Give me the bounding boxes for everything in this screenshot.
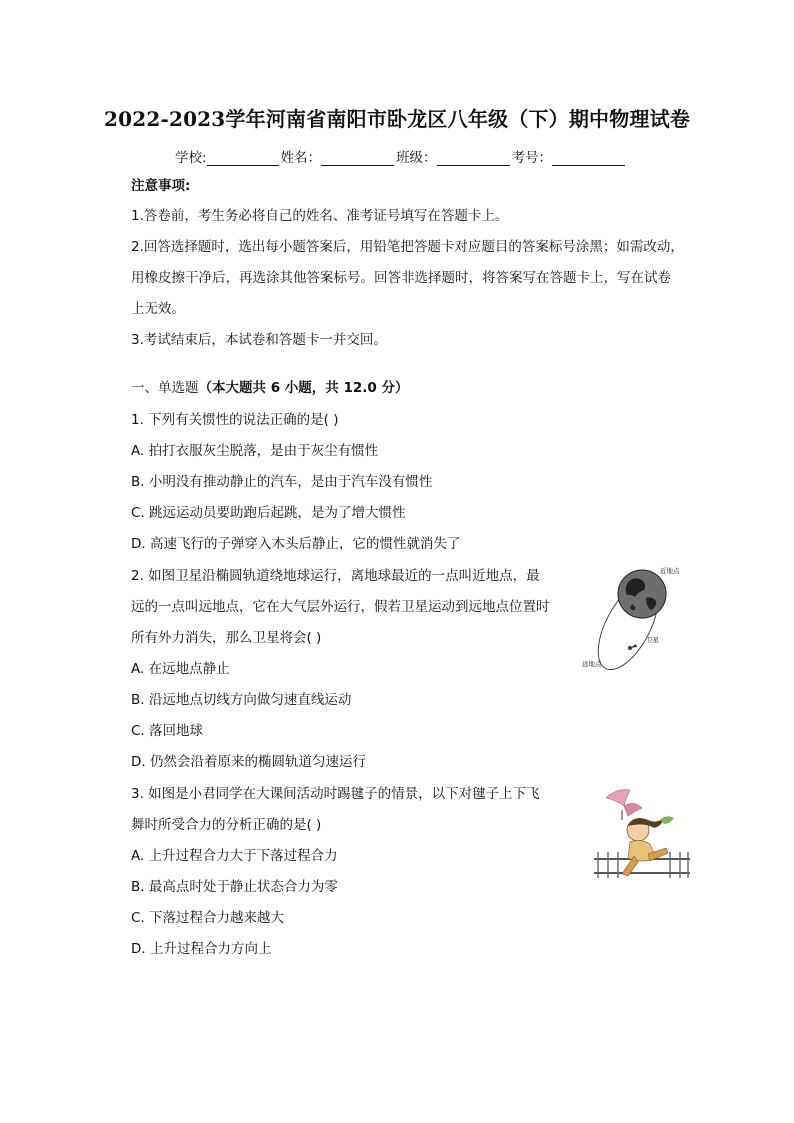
q2-option-c: C. 落回地球 <box>131 723 204 739</box>
near-point-label: 近地点 <box>660 567 680 575</box>
q1-stem: 1. 下列有关惯性的说法正确的是( ) <box>131 412 339 428</box>
earth-globe <box>618 570 666 618</box>
exam-no-label: 考号： <box>511 150 553 166</box>
student-info-line <box>175 146 655 166</box>
q2-option-d: D. 仍然会沿着原来的椭圆轨道匀速运行 <box>131 754 366 770</box>
far-point-label: 远地点 <box>582 660 602 668</box>
q3-option-c: C. 下落过程合力越来越大 <box>131 910 285 926</box>
notice-item-2-line-1: 2.回答选择题时，选出每小题答案后，用铅笔把答题卡对应题目的答案标号涂黑；如需改动， <box>131 239 684 255</box>
school-label: 学校: <box>175 150 207 166</box>
notice-item-1: 1.答卷前，考生务必将自己的姓名、准考证号填写在答题卡上。 <box>131 208 509 224</box>
satellite-orbit-figure <box>580 564 690 670</box>
exam-no-blank <box>552 150 625 166</box>
section-detail: （本大题共 6 小题，共 12.0 分） <box>198 380 409 396</box>
notice-item-2-line-2: 用橡皮擦干净后，再选涂其他答案标号。回答非选择题时，将答案写在答题卡上，写在试卷 <box>131 270 671 286</box>
notice-item-2-line-3: 上无效。 <box>131 301 185 317</box>
name-label: 姓名： <box>280 150 322 166</box>
name-blank <box>321 150 394 166</box>
q3-option-d: D. 上升过程合力方向上 <box>131 941 272 957</box>
q3-stem-line-1: 3. 如图是小君同学在大课间活动时踢毽子的情景，以下对毽子上下飞 <box>131 786 540 802</box>
section-prefix: 一、单选题 <box>131 380 199 396</box>
satellite-label: 卫星 <box>646 636 659 644</box>
section-heading <box>131 378 409 398</box>
q1-option-c: C. 跳远运动员要助跑后起跳，是为了增大惯性 <box>131 505 406 521</box>
q3-option-b: B. 最高点时处于静止状态合力为零 <box>131 879 338 895</box>
notice-item-3: 3.考试结束后，本试卷和答题卡一并交回。 <box>131 332 387 348</box>
q3-stem-line-2: 舞时所受合力的分析正确的是( ) <box>131 817 322 833</box>
orbit-direction-arrow <box>630 644 637 648</box>
q2-stem-line-3: 所有外力消失，那么卫星将会( ) <box>131 630 322 646</box>
notice-heading: 注意事项: <box>131 178 191 194</box>
page-title: 2022-2023学年河南省南阳市卧龙区八年级（下）期中物理试卷 <box>103 107 691 131</box>
shuttlecock-feather-2 <box>624 803 642 816</box>
q2-stem-line-2: 远的一点叫远地点，它在大气层外运行，假若卫星运动到远地点位置时 <box>131 599 550 615</box>
q1-option-b: B. 小明没有推动静止的汽车，是由于汽车没有惯性 <box>131 474 433 490</box>
q2-stem-line-1: 2. 如图卫星沿椭圆轨道绕地球运行，离地球最近的一点叫近地点，最 <box>131 568 540 584</box>
shuttlecock-kicking-figure <box>592 786 692 882</box>
q2-option-a: A. 在远地点静止 <box>131 661 230 677</box>
school-blank <box>207 150 279 166</box>
class-blank <box>437 150 510 166</box>
q2-option-b: B. 沿远地点切线方向做匀速直线运动 <box>131 692 352 708</box>
kid-hair-ribbon <box>660 816 674 824</box>
q3-option-a: A. 上升过程合力大于下落过程合力 <box>131 848 338 864</box>
q1-option-a: A. 拍打衣服灰尘脱落，是由于灰尘有惯性 <box>131 443 379 459</box>
q1-option-d: D. 高速飞行的子弹穿入木头后静止，它的惯性就消失了 <box>131 536 461 552</box>
class-label: 班级： <box>396 150 437 166</box>
shuttlecock-feather-1 <box>606 790 630 806</box>
